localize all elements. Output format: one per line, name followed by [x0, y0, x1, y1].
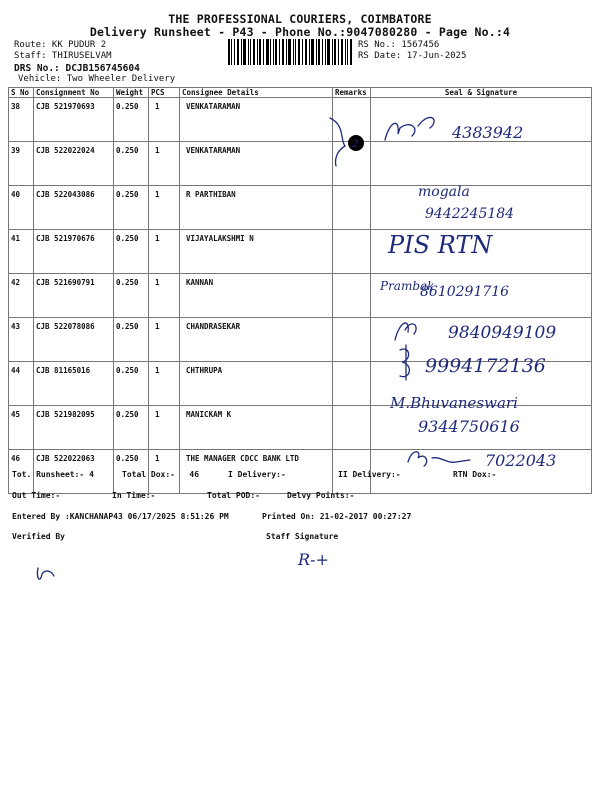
rs-date: RS Date: 17-Jun-2025 [358, 51, 467, 61]
cell-weight: 0.250 [114, 362, 149, 406]
cell-consignee: THE MANAGER CDCC BANK LTD [180, 450, 333, 494]
cell-sno: 38 [9, 98, 34, 142]
ii-delivery: II Delivery:- [338, 470, 401, 479]
row44-stamp-scrawl [400, 345, 409, 380]
rtn-dox: RTN Dox:- [453, 470, 497, 479]
entered-by: Entered By :KANCHANAP43 06/17/2025 8:51:26 PM [12, 512, 229, 521]
cell-weight: 0.250 [114, 142, 149, 186]
cell-consignee: VENKATARAMAN [180, 142, 333, 186]
cell-consignee: CHTHRUPA [180, 362, 333, 406]
cell-consignee: CHANDRASEKAR [180, 318, 333, 362]
out-time: Out Time:- [12, 491, 61, 500]
cell-consignee: VIJAYALAKSHMI N [180, 230, 333, 274]
cell-weight: 0.250 [114, 318, 149, 362]
row40-phone: 9442245184 [425, 206, 515, 222]
cell-pcs: 1 [149, 230, 180, 274]
cell-weight: 0.250 [114, 186, 149, 230]
cell-sno: 39 [9, 142, 34, 186]
delvy-points: Delvy Points:- [287, 491, 355, 500]
row42-phone: 8610291716 [420, 284, 510, 300]
cell-pcs: 1 [149, 318, 180, 362]
remark-bracket [330, 118, 345, 166]
cell-pcs: 1 [149, 98, 180, 142]
col-header-sno: S No [9, 88, 34, 98]
row40-name: mogala [418, 184, 470, 200]
col-header-consignee: Consignee Details [180, 88, 333, 98]
page-title: THE PROFESSIONAL COURIERS, COIMBATORE [168, 12, 432, 26]
staff-text: Staff: THIRUSELVAM [14, 51, 112, 61]
printed-on: Printed On: 21-02-2017 00:27:27 [262, 512, 412, 521]
verified-signature [37, 568, 54, 579]
cell-consignee: KANNAN [180, 274, 333, 318]
verified-by-label: Verified By [12, 532, 65, 541]
in-time: In Time:- [112, 491, 156, 500]
cell-consignment: CJB 522043086 [34, 186, 114, 230]
cell-weight: 0.250 [114, 450, 149, 494]
row42-name: Prambak [380, 279, 435, 293]
rs-number: RS No.: 1567456 [358, 40, 440, 50]
cell-consignment: CJB 521982095 [34, 406, 114, 450]
row43-scrawl [395, 323, 416, 340]
cell-consignment: CJB 522022063 [34, 450, 114, 494]
cell-consignment: CJB 521970693 [34, 98, 114, 142]
runsheet-subtitle: Delivery Runsheet - P43 - Phone No.:9047080280 - Page No.:4 [89, 25, 511, 39]
col-header-remarks: Remarks [333, 88, 371, 98]
col-header-pcs: PCS [149, 88, 180, 98]
row46-phone: 7022043 [485, 451, 557, 470]
row39-remark: 2 [352, 139, 359, 150]
cell-sno: 43 [9, 318, 34, 362]
cell-pcs: 1 [149, 186, 180, 230]
row45-name: M.Bhuvaneswari [390, 394, 518, 412]
cell-weight: 0.250 [114, 406, 149, 450]
row44-phone: 9994172136 [425, 355, 546, 377]
tot-runsheet: Tot. Runsheet:- 4 [12, 470, 94, 479]
cell-consignment: CJB 81165016 [34, 362, 114, 406]
i-delivery: I Delivery:- [228, 470, 286, 479]
cell-weight: 0.250 [114, 274, 149, 318]
cell-consignee: MANICKAM K [180, 406, 333, 450]
total-pod: Total POD:- [207, 491, 260, 500]
cell-sno: 45 [9, 406, 34, 450]
cell-sno: 46 [9, 450, 34, 494]
drs-number: DRS No.: DCJB156745604 [14, 63, 140, 74]
row38-phone: 4383942 [452, 123, 524, 142]
cell-sno: 41 [9, 230, 34, 274]
cell-pcs: 1 [149, 274, 180, 318]
cell-consignee: VENKATARAMAN [180, 98, 333, 142]
cell-sno: 40 [9, 186, 34, 230]
staff-signature: R-+ [298, 550, 329, 569]
row43-phone: 9840949109 [448, 323, 557, 343]
cell-consignment: CJB 521970676 [34, 230, 114, 274]
row45-phone: 9344750616 [418, 417, 520, 436]
cell-weight: 0.250 [114, 230, 149, 274]
cell-consignee: R PARTHIBAN [180, 186, 333, 230]
cell-sno: 44 [9, 362, 34, 406]
cell-consignment: CJB 522078086 [34, 318, 114, 362]
cell-sno: 42 [9, 274, 34, 318]
staff-signature-label: Staff Signature [266, 532, 339, 541]
cell-pcs: 1 [149, 142, 180, 186]
total-dox: Total Dox:- 46 [122, 470, 200, 479]
cell-pcs: 1 [149, 406, 180, 450]
col-header-weight: Weight [114, 88, 149, 98]
row41-text: PIS RTN [388, 231, 493, 259]
col-header-consignment: Consignment No [34, 88, 114, 98]
cell-consignment: CJB 521690791 [34, 274, 114, 318]
row46-scrawl [408, 452, 470, 466]
cell-pcs: 1 [149, 450, 180, 494]
row38-scrawl [385, 117, 434, 140]
cell-consignment: CJB 522022024 [34, 142, 114, 186]
vehicle-text: Vehicle: Two Wheeler Delivery [18, 74, 176, 84]
cell-weight: 0.250 [114, 98, 149, 142]
col-header-seal-signature: Seal & Signature [371, 88, 592, 98]
route-text: Route: KK PUDUR 2 [14, 40, 107, 50]
cell-pcs: 1 [149, 362, 180, 406]
